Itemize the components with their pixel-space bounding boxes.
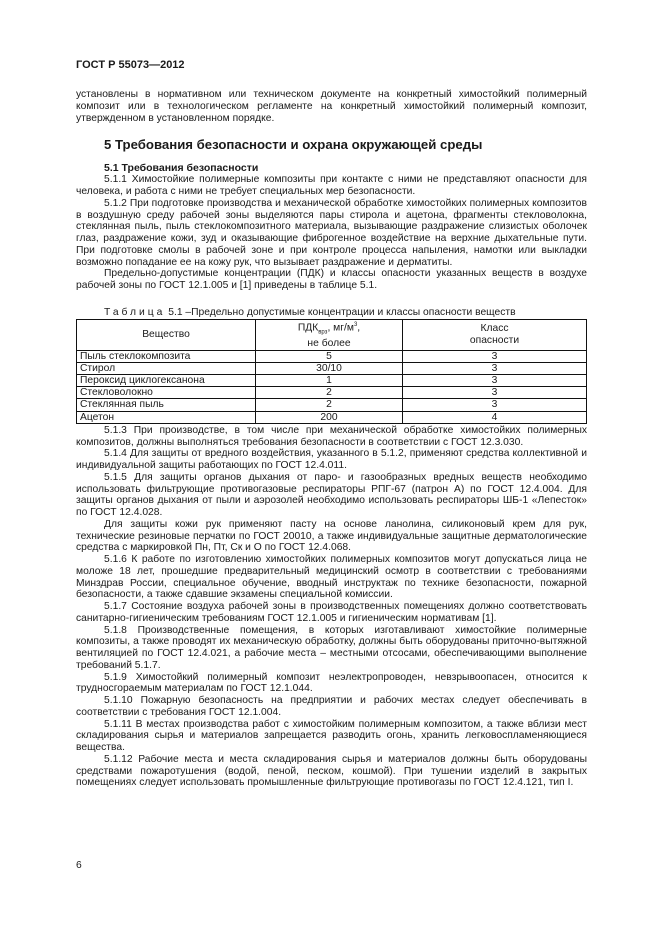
hazard-table [76, 319, 587, 424]
paragraph: 5.1.1 Химостойкие полимерные композиты при контакте с ними не представляют опасности для человека, и работа с ними не требует специальных мер безопасности. [76, 174, 587, 197]
table-row [77, 350, 587, 362]
cell-pdk: 1 [256, 375, 403, 387]
paragraph: Предельно-допустимые концентрации (ПДК) и классы опасности указанных веществ в воздухе рабочей зоны по ГОСТ 12.1.005 и [1] приведены в таблице 5.1. [76, 268, 587, 291]
paragraph: 5.1.7 Состояние воздуха рабочей зоны в производственных помещениях должно соответствовать санитарно-гигиеническим требованиям ГОСТ 12.1.005 и гигиеническим нормативам [1]. [76, 601, 587, 624]
table-caption: Таблица 5.1 –Предельно допустимые концентрации и классы опасности веществ [104, 306, 516, 318]
cell-pdk: 2 [256, 387, 403, 399]
table-row [77, 399, 587, 411]
cell-substance: Стеклянная пыль [77, 399, 256, 411]
paragraph: 5.1.5 Для защиты органов дыхания от паро- и газообразных вредных веществ необходимо использовать фильтрующие противогазовые респираторы РПГ-67 (патрон А) по ГОСТ 12.4.004. Для защиты органов дыхания от пыли и аэрозолей необходимо использовать респираторы ШБ-1 «Лепесток» по ГОСТ 12.4.028. [76, 471, 587, 519]
paragraph: 5.1.10 Пожарную безопасность на предприятии и рабочих местах следует обеспечивать в соответствии с требования ГОСТ 12.1.004. [76, 695, 587, 718]
cell-class: 3 [403, 362, 587, 374]
paragraph: 5.1.11 В местах производства работ с химостойким полимерным композитом, а также вблизи мест складирования сырья и материалов запрещается разводить огонь, хранить легковоспламеняющиеся вещества. [76, 718, 587, 754]
document-body [76, 89, 587, 789]
cell-class: 4 [403, 411, 587, 423]
paragraph: 5.1.3 При производстве, в том числе при механической обработке химостойких полимерных композитов, должны выполняться требования безопасности в соответствии с ГОСТ 12.3.030. [76, 424, 587, 448]
paragraph: 5.1.2 При подготовке производства и механической обработке химостойких полимерных композитов в воздушную среду рабочей зоны выделяются пары стирола и ацетона, фрагменты стекловолокна, стеклянная пыль, пыль стеклокомпозитного материала, вызывающие раздражение слизистых оболочек глаз, раздражение кожи, зуд и оказывающие фиброгенное воздействие на верхние дыхательные пути. При подготовке смолы в рабочей зоне и при контроле процесса напыления, намотки или выкладки возможно попадание ее на кожу рук, что вызывает раздражение и дерматиты. [76, 197, 587, 268]
cell-substance: Пыль стеклокомпозита [77, 350, 256, 362]
header-class: Класс опасности [403, 319, 587, 350]
document-header: ГОСТ Р 55073—2012 [76, 59, 185, 71]
cell-pdk: 30/10 [256, 362, 403, 374]
cell-substance: Стекловолокно [77, 387, 256, 399]
header-pdk: $ПДК_{врз}$, $мг/м^3$, не более [256, 319, 403, 350]
page-number: 6 [76, 860, 82, 871]
paragraph: 5.1.4 Для защиты от вредного воздействия, указанного в 5.1.2, применяют средства коллективной и индивидуальной защиты работающих по ГОСТ 12.4.011. [76, 448, 587, 472]
table-header-row [77, 319, 587, 350]
paragraph: Для защиты кожи рук применяют пасту на основе ланолина, силиконовый крем для рук, технические резиновые перчатки по ГОСТ 20010, а также индивидуальные защитные дерматологические средства с маркировкой Пн, Пт, Ск и О по ГОСТ 12.4.068. [76, 518, 587, 554]
table-row [77, 387, 587, 399]
paragraph: 5.1.6 К работе по изготовлению химостойких полимерных композитов могут допускаться лица не моложе 18 лет, прошедшие предварительный медицинский осмотр в соответствии с требованиями Минздрав России, специальное обучение, вводный инструктаж по технике безопасности, пожарной безопасности, а также сдавшие экзамены специальной комиссии. [76, 554, 587, 601]
cell-substance: Стирол [77, 362, 256, 374]
cell-class: 3 [403, 387, 587, 399]
paragraph: 5.1.8 Производственные помещения, в которых изготавливают химостойкие полимерные композиты, а также проводят их механическую обработку, должны быть оборудованы приточно-вытяжной вентиляцией по ГОСТ 12.4.021, а рабочие места – местными отсосами, обеспечивающими выполнение требований 5.1.7. [76, 624, 587, 671]
intro-paragraph: установлены в нормативном или техническом документе на конкретный химостойкий полимерный композит или в технологическом регламенте на конкретный химостойкий полимерный композит, утвержденном в установленном порядке. [76, 89, 587, 124]
section-title: 5 Требования безопасности и охрана окружающей среды [104, 137, 483, 153]
cell-class: 3 [403, 350, 587, 362]
cell-class: 3 [403, 375, 587, 387]
table-row [77, 411, 587, 423]
cell-substance: Пероксид циклогексанона [77, 375, 256, 387]
cell-substance: Ацетон [77, 411, 256, 423]
paragraph: 5.1.9 Химостойкий полимерный композит неэлектропроводен, невзрывоопасен, относится к трудносгораемым материалам по ГОСТ 12.1.044. [76, 671, 587, 695]
paragraph: 5.1.12 Рабочие места и места складирования сырья и материалов должны быть оборудованы средствами пожаротушения (водой, пеной, песком, кошмой). При тушении изделий в закрытых помещениях следует использовать промышленные фильтрующие противогазы по ГОСТ 12.4.121, тип I. [76, 753, 587, 789]
table-row [77, 362, 587, 374]
cell-pdk: 200 [256, 411, 403, 423]
table-row [77, 375, 587, 387]
cell-pdk: 2 [256, 399, 403, 411]
cell-pdk: 5 [256, 350, 403, 362]
subsection-title: 5.1 Требования безопасности [104, 162, 259, 175]
header-substance: Вещество [77, 319, 256, 350]
cell-class: 3 [403, 399, 587, 411]
